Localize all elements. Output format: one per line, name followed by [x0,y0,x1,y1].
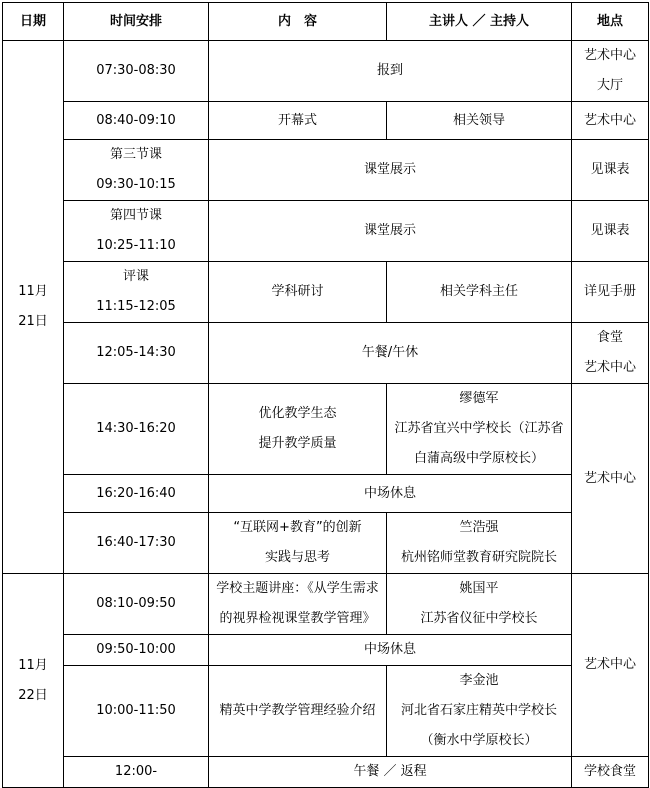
table-row [3,475,649,513]
time-cell: 12:05-14:30 [64,323,209,384]
content-cell: “互联网+教育”的创新 实践与思考 [209,513,387,574]
speaker-cell: 竺浩强 杭州铭师堂教育研究院院长 [387,513,572,574]
table-row [3,262,649,323]
content-cell: 课堂展示 [209,201,572,262]
table-row [3,384,649,475]
table-row [3,635,649,666]
place-cell-shared: 艺术中心 [572,574,649,757]
place-cell: 见课表 [572,140,649,201]
header-time: 时间安排 [64,3,209,41]
table-row [3,513,649,574]
header-content: 内 容 [209,3,387,41]
time-cell: 08:10-09:50 [64,574,209,635]
time-cell: 第四节课 10:25-11:10 [64,201,209,262]
header-row [3,3,649,41]
time-cell: 评课 11:15-12:05 [64,262,209,323]
time-cell: 12:00- [64,757,209,788]
speaker-cell: 姚国平 江苏省仪征中学校长 [387,574,572,635]
content-cell: 报到 [209,41,572,102]
speaker-cell: 相关领导 [387,102,572,140]
header-speaker: 主讲人 ／ 主持人 [387,3,572,41]
content-cell: 午餐 ／ 返程 [209,757,572,788]
place-cell: 学校食堂 [572,757,649,788]
content-cell: 精英中学教学管理经验介绍 [209,666,387,757]
table-row [3,41,649,102]
time-cell: 16:40-17:30 [64,513,209,574]
table-row [3,102,649,140]
table-row [3,140,649,201]
schedule-table [2,2,649,788]
content-cell: 优化教学生态 提升教学质量 [209,384,387,475]
time-cell: 16:20-16:40 [64,475,209,513]
content-cell: 中场休息 [209,475,572,513]
content-cell: 学校主题讲座：《从学生需求 的视界检视课堂教学管理》 [209,574,387,635]
table-row [3,574,649,635]
date-day1: 11月 21日 [3,41,64,574]
content-cell: 午餐/午休 [209,323,572,384]
content-cell: 开幕式 [209,102,387,140]
speaker-cell: 相关学科主任 [387,262,572,323]
content-cell: 课堂展示 [209,140,572,201]
table-row [3,323,649,384]
table-row [3,201,649,262]
speaker-cell: 李金池 河北省石家庄精英中学校长 （衡水中学原校长） [387,666,572,757]
content-cell: 学科研讨 [209,262,387,323]
place-cell: 艺术中心 [572,102,649,140]
header-date: 日期 [3,3,64,41]
place-cell: 食堂 艺术中心 [572,323,649,384]
place-cell-shared: 艺术中心 [572,384,649,574]
table-row [3,757,649,788]
date-day2: 11月 22日 [3,574,64,788]
header-place: 地点 [572,3,649,41]
speaker-cell: 缪德军 江苏省宜兴中学校长（江苏省 白蒲高级中学原校长） [387,384,572,475]
time-cell: 10:00-11:50 [64,666,209,757]
place-cell: 艺术中心 大厅 [572,41,649,102]
time-cell: 07:30-08:30 [64,41,209,102]
place-cell: 详见手册 [572,262,649,323]
time-cell: 09:50-10:00 [64,635,209,666]
time-cell: 14:30-16:20 [64,384,209,475]
time-cell: 第三节课 09:30-10:15 [64,140,209,201]
table-row [3,666,649,757]
place-cell: 见课表 [572,201,649,262]
time-cell: 08:40-09:10 [64,102,209,140]
content-cell: 中场休息 [209,635,572,666]
